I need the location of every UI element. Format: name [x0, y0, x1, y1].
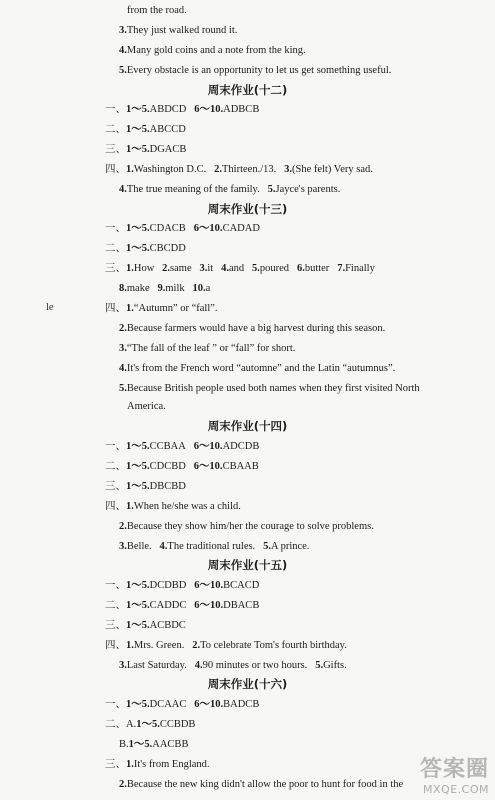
answer-line: 2.Because farmers would have a big harvest during this season. — [119, 323, 386, 334]
section-heading: 周末作业(十四) — [207, 419, 288, 433]
answer-line: 3.Last Saturday. 4.90 minutes or two hours. 5.Gifts. — [119, 660, 347, 671]
section-heading: 周末作业(十六) — [207, 677, 288, 691]
watermark-url: MXQE.COM — [423, 783, 489, 796]
watermark-cn: 答案圈 — [419, 757, 489, 782]
answer-line: 四、1.Mrs. Green. 2.To celebrate Tom's fourth birthday. — [105, 640, 347, 651]
answer-line: from the road. — [127, 5, 187, 16]
answer-line: America. — [127, 401, 166, 412]
answer-line: 5.Every obstacle is an opportunity to let us get something useful. — [119, 65, 392, 76]
answer-line: 四、1.When he/she was a child. — [105, 501, 241, 512]
answer-line: 2.Because they show him/her the courage to solve problems. — [119, 521, 374, 532]
answer-line: B.1～5.AACBB — [119, 739, 189, 750]
section-heading: 周末作业(十五) — [207, 558, 288, 572]
answer-line: 二、1～5.CDCBD 6～10.CBAAB — [105, 461, 259, 472]
section-heading: 周末作业(十三) — [207, 202, 288, 216]
answer-line: 三、1.How 2.same 3.it 4.and 5.poured 6.butter 7.Finally — [105, 263, 375, 274]
answer-line: 四、1.Washington D.C. 2.Thirteen./13. 3.(She felt) Very sad. — [105, 164, 373, 175]
answer-line: 一、1～5.CCBAA 6～10.ADCDB — [105, 441, 260, 452]
margin-fragment: le — [46, 302, 54, 313]
answer-line: 4.The true meaning of the family. 5.Jayce's parents. — [119, 184, 341, 195]
answer-line: 4.It's from the French word “automne” and the Latin “autumnus”. — [119, 363, 396, 374]
answer-line: 3.“The fall of the leaf ” or “fall” for short. — [119, 343, 296, 354]
answer-line: 3.They just walked round it. — [119, 25, 238, 36]
watermark-logo — [420, 752, 489, 796]
answer-line: 一、1～5.DCAAC 6～10.BADCB — [105, 699, 260, 710]
answer-line: 三、1～5.DBCBD — [105, 481, 186, 492]
answer-line: 三、1.It's from England. — [105, 759, 210, 770]
answer-line: 三、1～5.ACBDC — [105, 620, 186, 631]
answer-line: 三、1～5.DGACB — [105, 144, 187, 155]
section-heading: 周末作业(十二) — [207, 83, 288, 97]
answer-line: 二、A.1～5.CCBDB — [105, 719, 196, 730]
answer-line: 2.Because the new king didn't allow the poor to hunt for food in the — [119, 779, 404, 790]
answer-line: 四、1.“Autumn” or “fall”. — [105, 303, 218, 314]
answer-line: 二、1～5.CADDC 6～10.DBACB — [105, 600, 260, 611]
answer-line: 一、1～5.ABDCD 6～10.ADBCB — [105, 104, 260, 115]
answer-line: 二、1～5.ABCCD — [105, 124, 186, 135]
answer-line: 一、1～5.CDACB 6～10.CADAD — [105, 223, 260, 234]
answer-line: 5.Because British people used both names when they first visited North — [119, 383, 420, 394]
answer-line: 3.Belle. 4.The traditional rules. 5.A prince. — [119, 541, 310, 552]
answer-line: 4.Many gold coins and a note from the king. — [119, 45, 306, 56]
answer-line: 二、1～5.CBCDD — [105, 243, 186, 254]
answer-line: 8.make 9.milk 10.a — [119, 283, 211, 294]
answer-line: 一、1～5.DCDBD 6～10.BCACD — [105, 580, 260, 591]
